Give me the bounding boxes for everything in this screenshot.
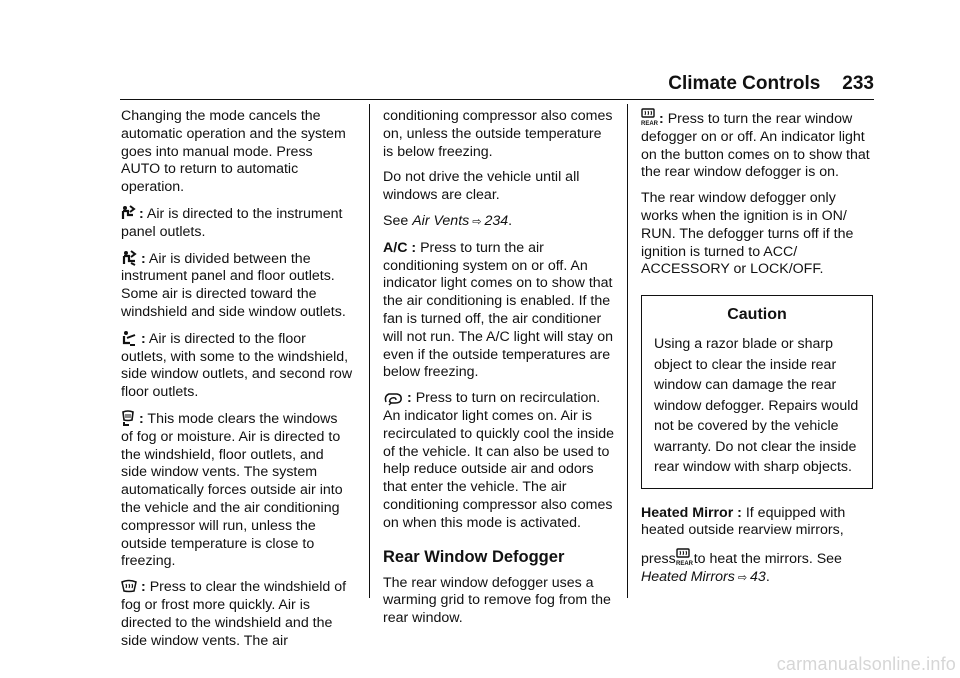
- defog-mode-paragraph: : This mode clears the windows of fog or moisture. Air is directed to the windshield, floor outlets, and side window vents. The system automatically forces outside air into the vehicle and the air conditioning compressor will run, unless the outside temperature is close to freezing.: [121, 410, 343, 570]
- column-divider-1: [369, 104, 370, 598]
- svg-text:REAR: REAR: [675, 561, 693, 568]
- rear-defog-icon: [675, 548, 693, 568]
- rear-window-defogger-heading: Rear Window Defogger: [383, 547, 565, 566]
- heated-mirror-label: Heated Mirror :: [641, 504, 742, 521]
- section-title: Climate Controls: [668, 73, 821, 94]
- ac-label: A/C :: [383, 239, 417, 256]
- recirculation-icon: [383, 391, 403, 405]
- page-number: 233: [842, 73, 874, 94]
- caution-title: Caution: [727, 306, 787, 324]
- vent-mode-icon: [121, 205, 135, 221]
- compressor-continued-paragraph: conditioning compressor also comes on, unless the outside temperature is below freezing.: [383, 108, 613, 160]
- bilevel-mode-paragraph: : Air is divided between the instrument panel and floor outlets. Some air is directed toward the windshield and side window outlets.: [121, 250, 346, 320]
- caution-text: Using a razor blade or sharp object to clear the inside rear window can damage the rear window defogger. Repairs would not be covered by the vehicle warranty. Do not clear the inside rear window with sharp objects.: [654, 336, 859, 476]
- page-arrow-icon: ⇨: [737, 572, 748, 585]
- rear-defog-icon: [641, 108, 659, 127]
- ac-paragraph: A/C : Press to turn the air conditioning system on or off. An indicator light comes on to show that the air conditioning is enabled. If the fan is turned off, the air conditioner will not run. The A/C light will stay on even if the outside temperatures are below freezing.: [383, 239, 613, 381]
- floor-mode-icon: [121, 330, 137, 346]
- recirculation-paragraph: : Press to turn on recirculation. An indicator light comes on. Air is recirculated to quickly cool the inside of the vehicle. It can also be used to help reduce outside air and odors that enter the vehicle. The air conditioning compressor also comes on when this mode is activated.: [383, 390, 615, 531]
- floor-mode-paragraph: : Air is directed to the floor outlets, with some to the windshield, side window outlets, and second row floor outlets.: [121, 330, 353, 401]
- heated-mirror-paragraph: Heated Mirror : If equipped with heated outside rearview mirrors,: [641, 504, 846, 539]
- air-vents-link[interactable]: Air Vents: [412, 212, 470, 229]
- drive-warning-paragraph: Do not drive the vehicle until all windows are clear.: [383, 169, 580, 204]
- vent-mode-paragraph: : Air is directed to the instrument panel outlets.: [121, 205, 343, 240]
- defrost-icon: [121, 579, 137, 594]
- defog-mode-icon: [121, 410, 135, 426]
- rear-defog-button-paragraph: REAR : Press to turn the rear window defogger on or off. An indicator light on the button comes on to show that the rear window defogger is on.: [641, 108, 873, 182]
- defrost-paragraph: : Press to clear the windshield of fog or frost more quickly. Air is directed to the windshield and the side window vents. The air: [121, 579, 347, 649]
- page-header: [120, 72, 874, 96]
- column-1: [121, 108, 353, 658]
- bilevel-mode-icon: [121, 250, 137, 266]
- ignition-paragraph: The rear window defogger only works when the ignition is in ON/ RUN. The defogger turns off if the ignition is turned to ACC/ ACCESSORY or LOCK/OFF.: [641, 190, 854, 278]
- heated-mirrors-page-link[interactable]: 43: [750, 569, 766, 586]
- rear-defogger-intro-paragraph: The rear window defogger uses a warming grid to remove fog from the rear window.: [383, 574, 611, 627]
- column-divider-2: [627, 104, 628, 598]
- header-rule: [120, 99, 874, 100]
- mode-intro-paragraph: Changing the mode cancels the automatic operation and the system goes into manual mode. Press AUTO to return to automatic operation.: [121, 108, 346, 196]
- svg-text:REAR: REAR: [641, 121, 659, 127]
- heated-mirrors-link[interactable]: Heated Mirrors: [641, 569, 735, 586]
- page-arrow-icon: ⇨: [472, 215, 482, 228]
- column-3: [641, 108, 873, 596]
- watermark-text: carmanualsonline.info: [776, 654, 956, 674]
- air-vents-page-link[interactable]: 234: [484, 212, 509, 229]
- column-2: [383, 108, 615, 636]
- heated-mirror-press-paragraph: press REAR to heat the mirrors. See Heated Mirrors ⇨ 43.: [641, 548, 873, 588]
- caution-box: [641, 295, 873, 489]
- see-air-vents-paragraph: See Air Vents ⇨ 234.: [383, 213, 615, 232]
